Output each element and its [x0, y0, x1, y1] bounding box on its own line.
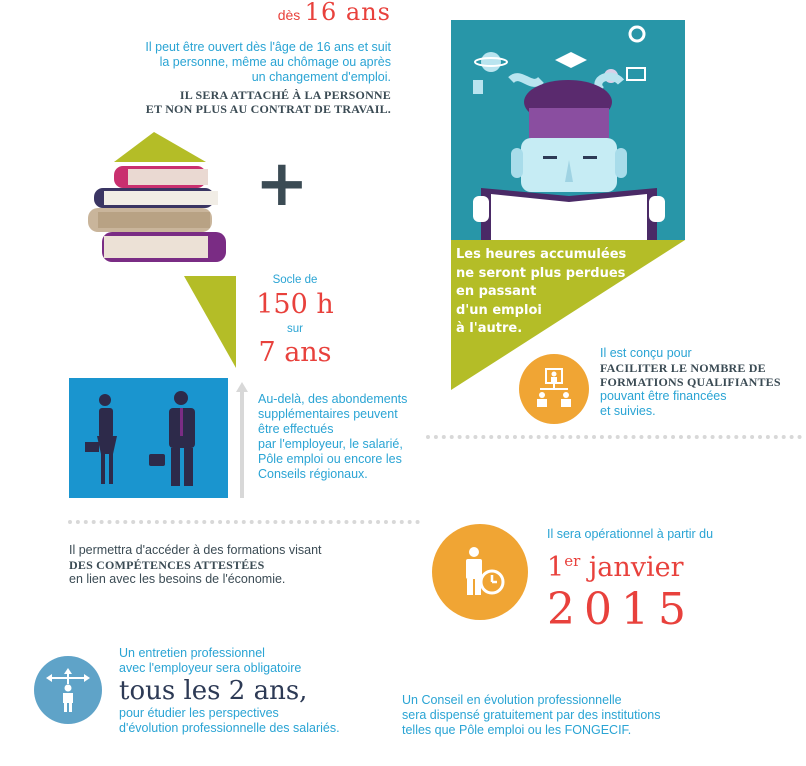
abondements-line: Conseils régionaux.: [258, 467, 368, 481]
formations-line: pouvant être financées: [600, 389, 727, 403]
intro-age-heading: [278, 0, 391, 26]
olive-triangle-left: [184, 276, 236, 368]
competences-caps-line: DES COMPÉTENCES ATTESTÉES: [69, 558, 265, 572]
entretien-line: d'évolution professionnelle des salariés.: [119, 721, 340, 735]
crossroads-icon: [34, 656, 102, 724]
heures-line: à l'autre.: [456, 321, 523, 336]
heures-line: Les heures accumulées: [456, 247, 627, 262]
up-arrow-icon: [236, 382, 248, 498]
reader-illustration: [451, 20, 685, 240]
person-clock-icon: [432, 524, 528, 620]
competences-line: en lien avec les besoins de l'économie.: [69, 572, 286, 586]
intro-age: 16 ans: [304, 0, 391, 26]
formations-line: et suivies.: [600, 404, 656, 418]
abondements-line: Pôle emploi ou encore les: [258, 452, 402, 466]
abondements-line: supplémentaires peuvent: [258, 407, 398, 421]
operationnel-date: [547, 544, 713, 585]
formations-caps-line: FORMATIONS QUALIFIANTES: [600, 375, 781, 389]
competences-line: Il permettra d'accéder à des formations visant: [69, 543, 322, 557]
plus-sign: +: [255, 147, 309, 221]
entretien-frequency: tous les 2 ans,: [119, 676, 308, 706]
intro-line: la personne, même au chômage ou après: [159, 55, 391, 69]
intro-caps: [146, 88, 391, 116]
abondements-line: par l'employeur, le salarié,: [258, 437, 403, 451]
operationnel-block: [547, 527, 713, 635]
business-people-illustration: [69, 378, 228, 498]
heures-line: ne seront plus perdues: [456, 265, 626, 281]
socle-sur: sur: [287, 323, 303, 335]
books-illustration: [82, 132, 232, 264]
formations-line: Il est conçu pour: [600, 346, 692, 360]
socle-block: [250, 272, 340, 370]
abondements-line: Au-delà, des abondements: [258, 392, 408, 406]
conseil-line: Un Conseil en évolution professionnelle: [402, 693, 622, 707]
socle-label: Socle de: [272, 274, 318, 286]
heures-line: en passant: [456, 284, 537, 299]
formations-text: [600, 346, 781, 419]
intro-line: Il peut être ouvert dès l'âge de 16 ans et suit: [145, 40, 391, 54]
conseil-text: [402, 693, 660, 738]
entretien-line: pour étudier les perspectives: [119, 706, 279, 720]
operationnel-line: Il sera opérationnel à partir du: [547, 527, 714, 541]
heures-line: d'un emploi: [456, 302, 542, 318]
operationnel-sup: er: [564, 552, 581, 570]
formations-caps-line: FACILITER LE NOMBRE DE: [600, 361, 766, 375]
operationnel-month: janvier: [588, 552, 684, 583]
intro-line: un changement d'emploi.: [251, 70, 391, 84]
abondements-text: [258, 392, 407, 482]
socle-years: 7 ans: [258, 337, 332, 368]
entretien-line: avec l'employeur sera obligatoire: [119, 661, 302, 675]
abondements-line: être effectués: [258, 422, 334, 436]
intro-caps-line: IL SERA ATTACHÉ À LA PERSONNE: [179, 88, 391, 102]
entretien-block: [119, 646, 340, 736]
operationnel-year: 2015: [547, 584, 695, 635]
intro-caps-line: ET NON PLUS AU CONTRAT DE TRAVAIL.: [145, 102, 391, 116]
intro-prefix: dès: [277, 7, 301, 23]
group-icon: [519, 354, 589, 424]
conseil-line: sera dispensé gratuitement par des institutions: [402, 708, 661, 722]
heures-text: [456, 246, 626, 339]
intro-text: [145, 40, 391, 85]
conseil-line: telles que Pôle emploi ou les FONGECIF.: [402, 723, 632, 737]
competences-text: [69, 543, 322, 587]
socle-hours: 150 h: [256, 289, 334, 320]
operationnel-day: 1: [547, 552, 565, 583]
entretien-line: Un entretien professionnel: [119, 646, 265, 660]
divider-right: [426, 435, 802, 439]
divider-left: [68, 520, 420, 524]
